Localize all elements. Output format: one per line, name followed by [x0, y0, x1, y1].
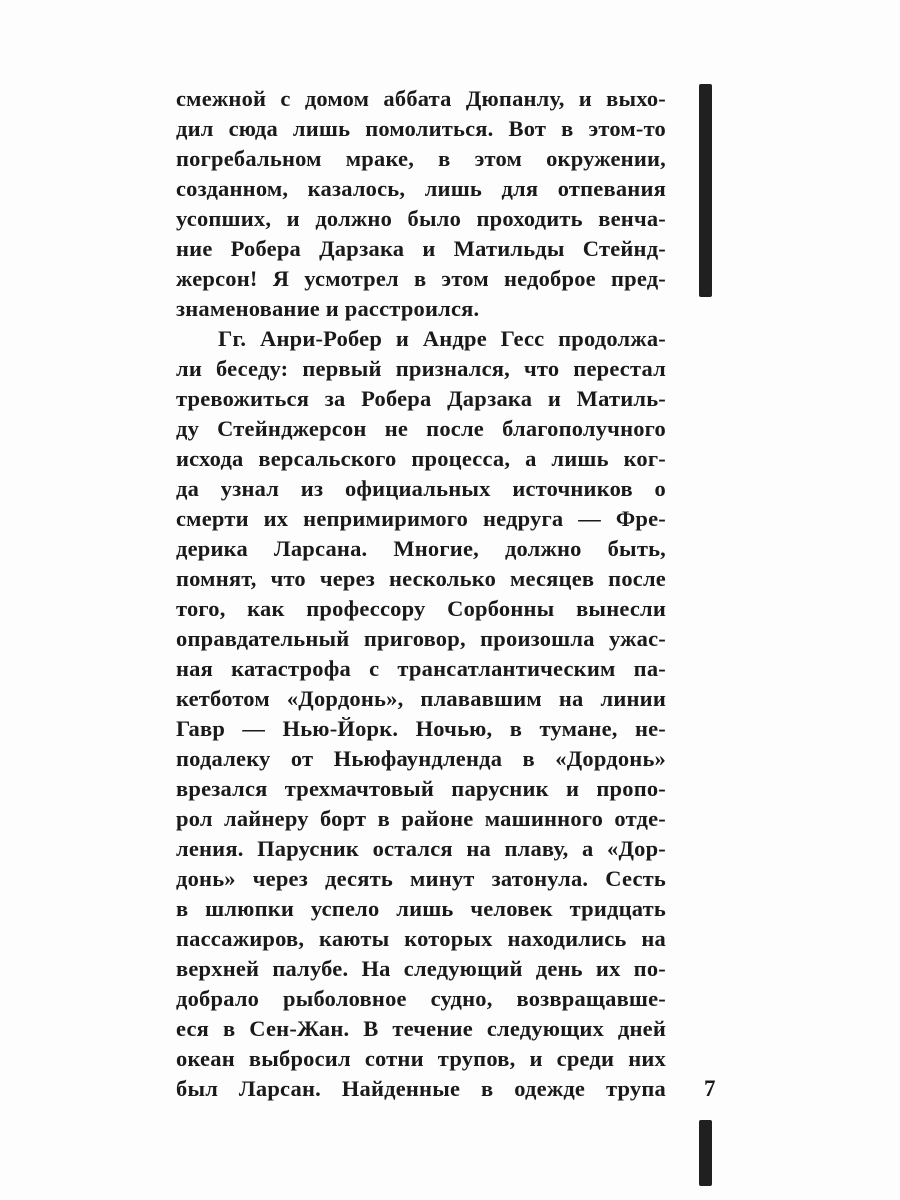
text-line: погребальном мраке, в этом окружении,	[176, 146, 666, 171]
text-line: смерти их непримиримого недруга — Фре-	[176, 506, 666, 531]
scan-edge-bottom	[699, 1120, 712, 1186]
text-line: врезался трехмачтовый парусник и пропо-	[176, 776, 666, 801]
text-line: еся в Сен-Жан. В течение следующих дней	[176, 1016, 666, 1041]
text-line: смежной с домом аббата Дюпанлу, и выхо-	[176, 86, 666, 111]
paragraph	[176, 324, 666, 1104]
text-line: был Ларсан. Найденные в одежде трупа	[176, 1076, 666, 1101]
text-line: дерика Ларсана. Многие, должно быть,	[176, 536, 666, 561]
paragraph	[176, 84, 666, 324]
text-line: кетботом «Дордонь», плававшим на линии	[176, 686, 666, 711]
text-line: ду Стейнджерсон не после благополучного	[176, 416, 666, 441]
text-line: пассажиров, каюты которых находились на	[176, 926, 666, 951]
text-line: оправдательный приговор, произошла ужас-	[176, 626, 666, 651]
text-line: знаменование и расстроился.	[176, 296, 480, 321]
text-line: того, как профессору Сорбонны вынесли	[176, 596, 666, 621]
text-line: рол лайнеру борт в районе машинного отде-	[176, 806, 666, 831]
text-line: жерсон! Я усмотрел в этом недоброе пред-	[176, 266, 666, 291]
text-line: ли беседу: первый признался, что перестал	[176, 356, 666, 381]
text-line: помнят, что через несколько месяцев после	[176, 566, 666, 591]
text-line: верхней палубе. На следующий день их по-	[176, 956, 666, 981]
scan-edge-top	[699, 84, 712, 297]
text-line: Гавр — Нью-Йорк. Ночью, в тумане, не-	[176, 716, 666, 741]
text-line: да узнал из официальных источников о	[176, 476, 666, 501]
text-line: созданном, казалось, лишь для отпевания	[176, 176, 666, 201]
text-line: добрало рыболовное судно, возвращавше-	[176, 986, 666, 1011]
text-line: ние Робера Дарзака и Матильды Стейнд-	[176, 236, 666, 261]
text-line: в шлюпки успело лишь человек тридцать	[176, 896, 666, 921]
text-block	[176, 84, 666, 1104]
text-line: Гг. Анри-Робер и Андре Гесс продолжа-	[218, 326, 666, 351]
text-line: океан выбросил сотни трупов, и среди них	[176, 1046, 666, 1071]
text-line: подалеку от Ньюфаундленда в «Дордонь»	[176, 746, 666, 771]
text-line: донь» через десять минут затонула. Сесть	[176, 866, 666, 891]
text-line: дил сюда лишь помолиться. Вот в этом-то	[176, 116, 666, 141]
text-line: тревожиться за Робера Дарзака и Матиль-	[176, 386, 666, 411]
text-line: исхода версальского процесса, а лишь ког-	[176, 446, 666, 471]
text-line: ная катастрофа с трансатлантическим па-	[176, 656, 666, 681]
text-line: усопших, и должно было проходить венча-	[176, 206, 666, 231]
page-number: 7	[704, 1076, 716, 1101]
text-line: ления. Парусник остался на плаву, а «Дор-	[176, 836, 666, 861]
